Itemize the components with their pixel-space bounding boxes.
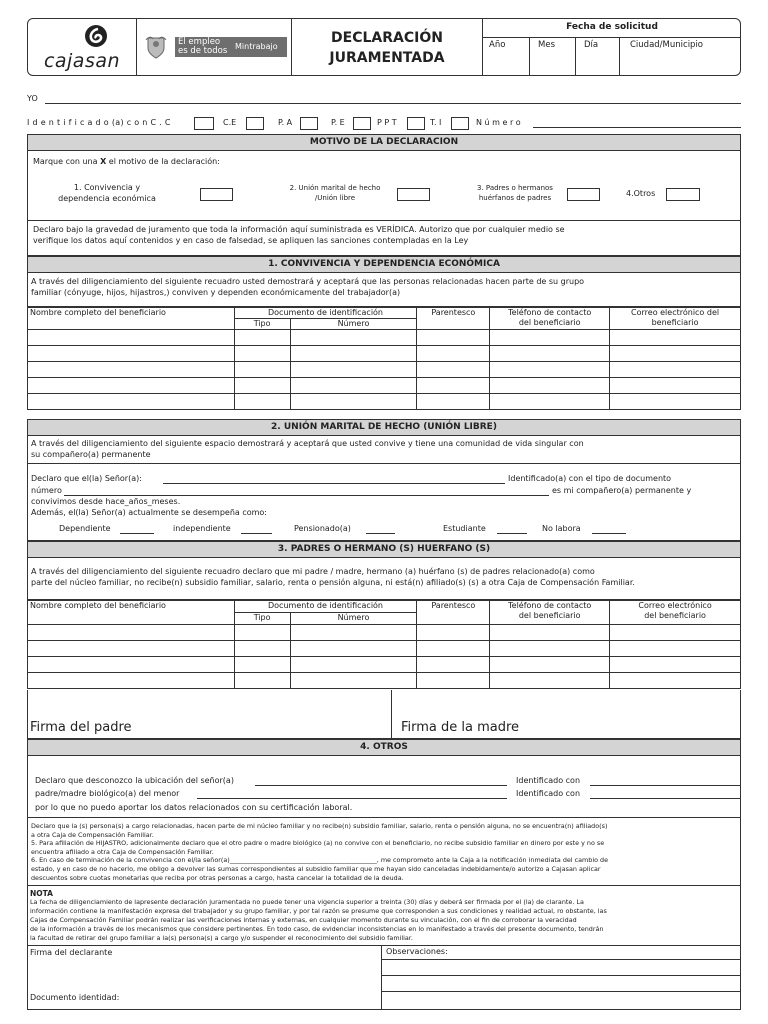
date-field-year[interactable]: Año: [483, 37, 530, 76]
numero-line-2[interactable]: [64, 495, 549, 496]
section1-text-line2: familiar (cónyuge, hijos, hijastros,) conviven y dependen económicamente del trabajador(a): [31, 288, 401, 297]
identificado-line-2[interactable]: [590, 798, 741, 799]
s3-col-tipo: Tipo: [234, 613, 290, 625]
option-2-label: [276, 183, 394, 203]
section2-text-line2: su compañero(a) permanente: [31, 450, 151, 459]
table-row[interactable]: [28, 362, 741, 378]
occupation-estudiante: Estudiante: [443, 524, 486, 533]
occupation-independiente: independiente: [173, 524, 231, 533]
firma-declarante-label: Firma del declarante: [30, 948, 113, 957]
section1-text-frame: [27, 271, 741, 307]
numero-label-2: número: [31, 486, 62, 495]
ce-label: C.E: [223, 118, 237, 127]
pe-checkbox[interactable]: [353, 117, 371, 130]
yo-name-line[interactable]: [45, 103, 741, 104]
motivo-header: MOTIVO DE LA DECLARACION: [27, 134, 741, 151]
section3-text: [31, 566, 635, 588]
small-print-p3b: estado, y en caso de no hacerlo, me obligo a devolver las sumas correspondientes al subsidio familiar que me hayan sido canceladas indebidamente/o autorizo a Cajasan aplicar: [31, 864, 601, 873]
table-row[interactable]: [28, 330, 741, 346]
nota-title: NOTA: [30, 889, 53, 898]
option-4-checkbox[interactable]: [666, 188, 700, 201]
option-2-line1: 2. Unión marital de hecho: [289, 184, 381, 192]
s3-col-mail: [610, 601, 741, 625]
ademas-label: Además, el(la) Señor(a) actualmente se desempeña como:: [31, 508, 268, 517]
ti-checkbox[interactable]: [451, 117, 469, 130]
observaciones-line-1[interactable]: [381, 959, 741, 960]
section2-header: 2. UNIÓN MARITAL DE HECHO (UNIÓN LIBRE): [27, 419, 741, 436]
s1-col-tel-2: del beneficiario: [518, 318, 581, 327]
identificado-label: Identificado(a) con el tipo de documento: [508, 474, 672, 483]
gov-logo-line2: es de todos: [178, 46, 228, 56]
signature-mother-label: Firma de la madre: [401, 720, 520, 735]
observaciones-line-3[interactable]: [381, 991, 741, 992]
pensionado-line[interactable]: [366, 533, 395, 534]
gov-logo-ministry: Mintrabajo: [235, 42, 278, 51]
yo-label: YO: [27, 94, 38, 103]
oath-line1: Declaro bajo la gravedad de juramento que toda la información aquí suministrada es VERÍDICA. Autorizo que por cualquier medio se: [33, 225, 565, 234]
s1-col-tel-1: Teléfono de contacto: [508, 308, 592, 317]
ce-checkbox[interactable]: [246, 117, 264, 130]
small-print-p3: 6. En caso de terminación de la convivencia con el/la señor(a)______________________________________________, me comprometo ante la Caja a la notificación inmediata del cambio de: [31, 856, 609, 865]
small-print-p3c: descuentos sobre cuotas monetarias que reciba por otras personas a cargo, hasta cancelar la totalidad de la deuda.: [31, 873, 404, 882]
s1-col-tel: [490, 308, 610, 330]
id-label: I d e n t i f i c a d o (a) c o n C . C: [27, 118, 171, 127]
s3-col-tel: [490, 601, 610, 625]
identificado-con-2: Identificado con: [516, 789, 581, 798]
gov-logo-badge: [175, 37, 287, 57]
table-row[interactable]: [28, 346, 741, 362]
date-field-day[interactable]: Día: [576, 37, 620, 76]
option-3-line1: 3. Padres o hermanos: [477, 184, 553, 192]
occupation-nolabora: No labora: [542, 524, 581, 533]
nota-l1: La fecha de diligenciamiento de lapresente declaración juramentada no puede tener una vigencia superior a treinta (30) días y deberá ser firmada por el (la) de clarante. La: [30, 898, 584, 906]
section4-line3: por lo que no puedo aportar los datos relacionados con su certificación laboral.: [35, 803, 353, 812]
s1-col-tipo: Tipo: [234, 319, 290, 330]
section1-text-line1: A través del diligenciamiento del siguiente recuadro usted demostrará y aceptará que las personas relacionadas hacen parte de su grupo: [31, 277, 585, 286]
pe-label: P. E: [331, 118, 345, 127]
option-3-line2: huérfanos de padres: [478, 194, 552, 202]
coat-of-arms-icon: [145, 34, 167, 60]
independiente-line[interactable]: [241, 533, 272, 534]
small-print-p1b: a otra Caja de Compensación Familiar.: [31, 830, 154, 839]
option-3-label: [463, 183, 567, 203]
documento-identidad-label: Documento identidad:: [30, 993, 120, 1002]
option-1-line1: 1. Convivencia y: [73, 183, 141, 192]
s1-col-mail-1: Correo electrónico del: [631, 308, 720, 317]
occupation-pensionado: Pensionado(a): [294, 524, 351, 533]
nota-l5: la facultad de retirar del grupo familiar a la(s) persona(s) a cargo y/o suspender el reconocimiento del subsidio familiar.: [30, 934, 413, 942]
section3-table: [27, 600, 741, 689]
date-field-month[interactable]: Mes: [530, 37, 576, 76]
s1-col-numero: Número: [290, 319, 417, 330]
section1-header: 1. CONVIVENCIA Y DEPENDENCIA ECONÓMICA: [27, 256, 741, 273]
instruction-pre: Marque con una: [33, 157, 101, 166]
title-line2: JURAMENTADA: [329, 50, 445, 66]
option-2-line2: /Unión libre: [314, 194, 356, 202]
observaciones-label: Observaciones:: [386, 947, 448, 956]
s1-col-parentesco: Parentesco: [417, 308, 490, 330]
ppt-checkbox[interactable]: [407, 117, 425, 130]
option-3-checkbox[interactable]: [567, 188, 600, 201]
s3-col-tel-2: del beneficiario: [518, 611, 581, 620]
section4-header: 4. OTROS: [27, 739, 741, 756]
oath-text: [33, 224, 565, 246]
s3-col-mail-1: Correo electrónico: [638, 601, 712, 610]
companero-label: es mi compañero(a) permanente y: [552, 486, 692, 495]
nota-text: [30, 889, 607, 943]
section3-text-line2: parte del núcleo familiar, no recibe(n) subsidio familiar, salario, renta o pensión alguna, ni está(n) afiliado(s) (s) a otra Caja de Compensación Familiar.: [31, 578, 635, 587]
small-print-text: [31, 822, 741, 882]
s3-col-tel-1: Teléfono de contacto: [508, 601, 592, 610]
motivo-instruction: [33, 157, 220, 166]
option-1-checkbox[interactable]: [200, 188, 233, 201]
cc-checkbox[interactable]: [194, 117, 214, 130]
gov-logo: [137, 18, 292, 76]
option-1-line2: dependencia económica: [58, 194, 156, 203]
senor-name-line[interactable]: [163, 483, 505, 484]
section2-divider: [27, 463, 741, 464]
option-4-label: 4.Otros: [626, 189, 656, 198]
estudiante-line[interactable]: [497, 533, 527, 534]
numero-label: N ú m e r o: [476, 118, 521, 127]
s3-col-numero: Número: [290, 613, 417, 625]
cajasan-logo-text: cajasan: [43, 50, 121, 72]
nota-l4: de la información a través de los mecanismos que considere pertinentes. En todo caso, de evidenciar inconsistencias en lo manifestado a través del presente documento, tendrán: [30, 925, 604, 933]
table-row[interactable]: [28, 641, 741, 657]
table-row[interactable]: [28, 673, 741, 689]
ti-label: T. I: [430, 118, 442, 127]
small-print-p2b: encuentra afiliado a otra Caja de Compensación Familiar.: [31, 847, 214, 856]
section2-text: [31, 438, 584, 460]
dependiente-line[interactable]: [120, 533, 154, 534]
pa-checkbox[interactable]: [300, 117, 318, 130]
gov-logo-line1: El empleo: [178, 37, 221, 47]
section4-line2: padre/madre biológico(a) del menor: [35, 789, 180, 798]
option-1-label: [52, 182, 162, 204]
nota-l3: Cajas de Compensación Familiar podrán realizar las verificaciones internas y externas, en cualquier momento durante su vinculación, con el fin de corroborar la veracidad: [30, 916, 577, 924]
s3-col-mail-2: del beneficiario: [644, 611, 706, 620]
s3-col-parentesco: Parentesco: [417, 601, 490, 625]
pa-label: P. A: [278, 118, 293, 127]
table-row[interactable]: [28, 657, 741, 673]
declaro-label: Declaro que el(la) Señor(a):: [31, 474, 142, 483]
section3-header: 3. PADRES O HERMANO (S) HUERFANO (S): [27, 541, 741, 558]
date-label: Fecha de solicitud: [566, 22, 658, 32]
option-2-checkbox[interactable]: [397, 188, 430, 201]
instruction-post: el motivo de la declaración:: [106, 157, 220, 166]
occupation-dependiente: Dependiente: [59, 524, 111, 533]
nota-l2: información contiene la manifestación expresa del trabajador y su grupo familiar, y por tal razón se presume que corresponden a sus condiciones y realidad actual, ro obstante, las: [30, 907, 607, 915]
motivo-divider: [27, 220, 741, 221]
section4-line1: Declaro que desconozco la ubicación del señor(a): [35, 776, 234, 785]
ppt-label: P P T: [377, 118, 397, 127]
s1-col-name: Nombre completo del beneficiario: [28, 308, 235, 330]
section3-text-line1: A través del diligenciamiento del siguiente recuadro declaro que mi padre / madre, hermano (a) huérfano (s) de padres relacionado(a) como: [31, 567, 595, 576]
section2-text-line1: A través del diligenciamiento del siguiente espacio demostrará y aceptará que usted convive y tiene una comunidad de vida singular con: [31, 439, 584, 448]
identificado-line-1[interactable]: [590, 785, 741, 786]
numero-line[interactable]: [533, 127, 741, 128]
small-print-p2: 5. Para afiliación de HIJASTRO, adicionalmente declaro que el otro padre o madre biológico (a) no convive con el beneficiario, no recibe subsidio familiar en dinero por este y no se: [31, 839, 605, 848]
date-field-city[interactable]: Ciudad/Municipio: [630, 40, 704, 50]
identificado-con-1: Identificado con: [516, 776, 581, 785]
cajasan-swirl-icon: [84, 24, 108, 48]
nolabora-line[interactable]: [592, 533, 626, 534]
table-row[interactable]: [28, 394, 741, 410]
instruction-mark: X: [100, 157, 107, 166]
title-line1: DECLARACIÓN: [331, 30, 443, 46]
s1-col-mail-2: beneficiario: [651, 318, 699, 327]
s1-col-mail: [610, 308, 741, 330]
signature-father-label: Firma del padre: [30, 720, 132, 735]
cajasan-logo: [27, 18, 137, 76]
senor-ubicacion-line[interactable]: [255, 785, 507, 786]
oath-line2: verifique los datos aquí contenidos y en caso de falsedad, se apliquen las sanciones contempladas en la Ley: [33, 236, 469, 245]
padre-madre-line[interactable]: [197, 798, 507, 799]
table-row[interactable]: [28, 378, 741, 394]
small-print-p1: Declaro que la (s) persona(s) a cargo relacionadas, hacen parte de mi núcleo familiar y no recibe(n) subsidio familiar, salario, renta o pensión alguna, no se encuentra(n) afiliado(s): [31, 822, 608, 830]
convivimos-label: convivimos desde hace_años_meses.: [31, 497, 181, 506]
observaciones-line-2[interactable]: [381, 975, 741, 976]
s3-col-name: Nombre completo del beneficiario: [28, 601, 235, 625]
s1-col-doc: Documento de identificación: [234, 308, 417, 319]
document-title: [292, 18, 483, 76]
table-row[interactable]: [28, 625, 741, 641]
section1-table: [27, 307, 741, 410]
s3-col-doc: Documento de identificación: [234, 601, 417, 613]
